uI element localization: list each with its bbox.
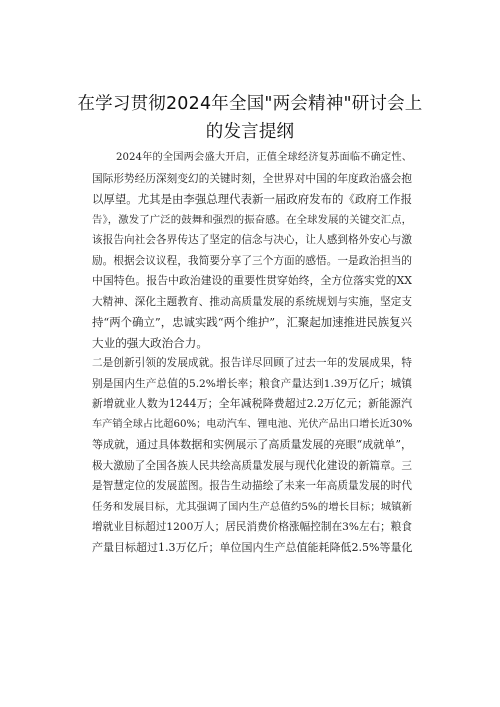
body-line: 2024年的全国两会盛大开启，正值全球经济复苏面临不确定性、 <box>116 152 412 163</box>
body-line: 极大激励了全国各族人民共绘高质量发展与现代化建设的新篇章。三 <box>92 459 412 472</box>
body-line: 别是国内生产总值的5.2%增长率；粮食产量达到1.39万亿斤；城镇 <box>92 377 412 390</box>
document-title-line-2: 的发言提纲 <box>205 122 295 142</box>
body-line: 以厚望。尤其是由李强总理代表新一届政府发布的《政府工作报 <box>92 192 412 206</box>
body-line: 增就业目标超过1200万人；居民消费价格涨幅控制在3%左右；粮食 <box>92 521 412 533</box>
body-line: 告》，激发了广泛的鼓舞和强烈的振奋感。在全球发展的关键交汇点， <box>92 213 412 226</box>
body-line: 车产销全球占比超60%；电动汽车、锂电池、光伏产品出口增长近30% <box>92 418 413 430</box>
body-line: 大业的强大政治合力。 <box>92 335 208 350</box>
body-line: 新增就业人数为1244万；全年减税降费超过2.2万亿元；新能源汽 <box>92 397 412 410</box>
body-line: 该报告向社会各界传达了坚定的信念与决心，让人感到格外安心与激 <box>92 234 412 246</box>
document-title-line-1: 在学习贯彻2024年全国"两会精神"研讨会上 <box>77 94 423 114</box>
body-line: 任务和发展目标，尤其强调了国内生产总值约5%的增长目标；城镇新 <box>92 500 412 513</box>
body-line: 等成就，通过具体数据和实例展示了高质量发展的亮眼“成就单”， <box>92 438 412 451</box>
body-line: 中国特色。报告中政治建设的重要性贯穿始终，全方位落实党的XX <box>92 274 412 287</box>
body-line: 产量目标超过1.3万亿斤；单位国内生产总值能耗降低2.5%等量化 <box>92 540 413 554</box>
body-line: 励。根据会议议程，我简要分享了三个方面的感悟。一是政治担当的 <box>92 254 412 267</box>
body-line: 二是创新引领的发展成就。报告详尽回顾了过去一年的发展成果，特 <box>92 357 412 369</box>
body-line: 是智慧定位的发展蓝图。报告生动描绘了未来一年高质量发展的时代 <box>92 480 412 492</box>
body-line: 国际形势经历深刻变幻的关键时刻，全世界对中国的年度政治盛会抱 <box>92 172 412 185</box>
body-line: 持“两个确立”，忠诚实践“两个维护”，汇聚起加速推进民族复兴 <box>92 315 412 329</box>
body-line: 大精神、深化主题教育、推动高质量发展的系统规划与实施，坚定支 <box>92 295 412 308</box>
